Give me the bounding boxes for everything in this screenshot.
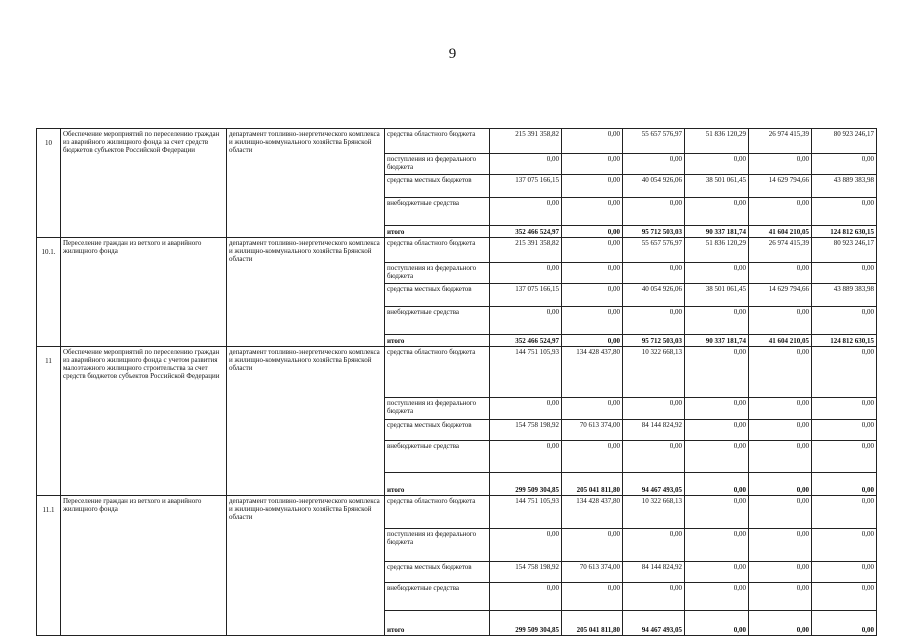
amount-cell: 14 629 794,66 bbox=[749, 175, 812, 198]
amount-cell: 0,00 bbox=[623, 398, 685, 420]
amount-cell: 0,00 bbox=[685, 198, 749, 226]
funding-source: итого bbox=[385, 226, 490, 238]
amount-cell: 0,00 bbox=[749, 398, 812, 420]
amount-cell: 0,00 bbox=[749, 263, 812, 284]
amount-cell: 0,00 bbox=[490, 307, 562, 335]
responsible-department: департамент топливно-энергетического комплекса и жилищно-коммунального хозяйства Брянской области bbox=[227, 238, 385, 347]
amount-cell: 124 812 630,15 bbox=[812, 226, 877, 238]
amount-cell: 0,00 bbox=[562, 175, 623, 198]
funding-source: средства местных бюджетов bbox=[385, 175, 490, 198]
item-description: Переселение граждан из ветхого и аварийного жилищного фонда bbox=[61, 238, 227, 347]
funding-source: поступления из федерального бюджета bbox=[385, 529, 490, 562]
amount-cell: 0,00 bbox=[685, 441, 749, 473]
amount-cell: 94 467 493,05 bbox=[623, 473, 685, 496]
amount-cell: 94 467 493,05 bbox=[623, 611, 685, 636]
responsible-department: департамент топливно-энергетического комплекса и жилищно-коммунального хозяйства Брянской области bbox=[227, 129, 385, 238]
amount-cell: 134 428 437,80 bbox=[562, 347, 623, 398]
amount-cell: 0,00 bbox=[562, 238, 623, 263]
amount-cell: 0,00 bbox=[749, 473, 812, 496]
funding-source: средства областного бюджета bbox=[385, 129, 490, 154]
amount-cell: 0,00 bbox=[562, 263, 623, 284]
amount-cell: 0,00 bbox=[685, 611, 749, 636]
amount-cell: 0,00 bbox=[812, 263, 877, 284]
amount-cell: 144 751 105,93 bbox=[490, 496, 562, 529]
amount-cell: 0,00 bbox=[685, 398, 749, 420]
amount-cell: 0,00 bbox=[749, 611, 812, 636]
amount-cell: 0,00 bbox=[749, 529, 812, 562]
amount-cell: 137 075 166,15 bbox=[490, 284, 562, 307]
amount-cell: 0,00 bbox=[490, 583, 562, 611]
amount-cell: 0,00 bbox=[812, 154, 877, 175]
amount-cell: 0,00 bbox=[490, 154, 562, 175]
amount-cell: 0,00 bbox=[812, 307, 877, 335]
amount-cell: 352 466 524,97 bbox=[490, 335, 562, 347]
amount-cell: 0,00 bbox=[749, 198, 812, 226]
amount-cell: 40 054 926,06 bbox=[623, 284, 685, 307]
amount-cell: 0,00 bbox=[812, 473, 877, 496]
amount-cell: 144 751 105,93 bbox=[490, 347, 562, 398]
amount-cell: 0,00 bbox=[623, 441, 685, 473]
amount-cell: 0,00 bbox=[685, 263, 749, 284]
page-number: 9 bbox=[448, 46, 457, 62]
responsible-department: департамент топливно-энергетического комплекса и жилищно-коммунального хозяйства Брянской области bbox=[227, 496, 385, 636]
amount-cell: 0,00 bbox=[812, 398, 877, 420]
amount-cell: 0,00 bbox=[490, 398, 562, 420]
amount-cell: 0,00 bbox=[623, 583, 685, 611]
amount-cell: 90 337 181,74 bbox=[685, 335, 749, 347]
amount-cell: 95 712 503,03 bbox=[623, 226, 685, 238]
amount-cell: 0,00 bbox=[685, 420, 749, 441]
funding-source: средства областного бюджета bbox=[385, 496, 490, 529]
amount-cell: 0,00 bbox=[749, 562, 812, 583]
item-description: Обеспечение мероприятий по переселению граждан из аварийного жилищного фонда за счет средств бюджетов субъектов Российской Федерации bbox=[61, 129, 227, 238]
amount-cell: 154 758 198,92 bbox=[490, 420, 562, 441]
amount-cell: 0,00 bbox=[812, 441, 877, 473]
table-row bbox=[37, 238, 877, 263]
amount-cell: 0,00 bbox=[685, 307, 749, 335]
amount-cell: 10 322 668,13 bbox=[623, 347, 685, 398]
amount-cell: 26 974 415,39 bbox=[749, 238, 812, 263]
responsible-department: департамент топливно-энергетического комплекса и жилищно-коммунального хозяйства Брянской области bbox=[227, 347, 385, 496]
amount-cell: 0,00 bbox=[623, 198, 685, 226]
amount-cell: 40 054 926,06 bbox=[623, 175, 685, 198]
amount-cell: 0,00 bbox=[623, 154, 685, 175]
funding-source: средства местных бюджетов bbox=[385, 284, 490, 307]
amount-cell: 0,00 bbox=[685, 154, 749, 175]
amount-cell: 10 322 668,13 bbox=[623, 496, 685, 529]
item-number: 11.1 bbox=[37, 496, 61, 636]
amount-cell: 0,00 bbox=[490, 441, 562, 473]
amount-cell: 55 657 576,97 bbox=[623, 238, 685, 263]
funding-source: поступления из федерального бюджета bbox=[385, 263, 490, 284]
amount-cell: 0,00 bbox=[562, 307, 623, 335]
amount-cell: 14 629 794,66 bbox=[749, 284, 812, 307]
amount-cell: 154 758 198,92 bbox=[490, 562, 562, 583]
amount-cell: 38 501 061,45 bbox=[685, 175, 749, 198]
amount-cell: 0,00 bbox=[812, 529, 877, 562]
funding-source: средства областного бюджета bbox=[385, 347, 490, 398]
amount-cell: 90 337 181,74 bbox=[685, 226, 749, 238]
amount-cell: 0,00 bbox=[749, 420, 812, 441]
amount-cell: 0,00 bbox=[749, 347, 812, 398]
amount-cell: 0,00 bbox=[812, 347, 877, 398]
table-row bbox=[37, 496, 877, 529]
funding-source: поступления из федерального бюджета bbox=[385, 398, 490, 420]
amount-cell: 137 075 166,15 bbox=[490, 175, 562, 198]
funding-source: средства областного бюджета bbox=[385, 238, 490, 263]
amount-cell: 352 466 524,97 bbox=[490, 226, 562, 238]
amount-cell: 0,00 bbox=[685, 529, 749, 562]
table-row bbox=[37, 129, 877, 154]
budget-table bbox=[36, 128, 877, 636]
amount-cell: 205 041 811,80 bbox=[562, 611, 623, 636]
amount-cell: 0,00 bbox=[685, 583, 749, 611]
amount-cell: 0,00 bbox=[812, 562, 877, 583]
table-body bbox=[37, 129, 877, 636]
amount-cell: 95 712 503,03 bbox=[623, 335, 685, 347]
amount-cell: 0,00 bbox=[685, 473, 749, 496]
amount-cell: 41 604 210,05 bbox=[749, 226, 812, 238]
item-description: Обеспечение мероприятий по переселению граждан из аварийного жилищного фонда с учетом развития малоэтажного жилищного строительства за счет средств бюджетов субъектов Российской Федерации bbox=[61, 347, 227, 496]
amount-cell: 0,00 bbox=[749, 441, 812, 473]
amount-cell: 0,00 bbox=[562, 198, 623, 226]
amount-cell: 205 041 811,80 bbox=[562, 473, 623, 496]
amount-cell: 84 144 824,92 bbox=[623, 562, 685, 583]
funding-source: внебюджетные средства bbox=[385, 198, 490, 226]
amount-cell: 80 923 246,17 bbox=[812, 129, 877, 154]
amount-cell: 0,00 bbox=[812, 611, 877, 636]
amount-cell: 70 613 374,00 bbox=[562, 562, 623, 583]
amount-cell: 51 836 120,29 bbox=[685, 238, 749, 263]
funding-source: средства местных бюджетов bbox=[385, 562, 490, 583]
amount-cell: 0,00 bbox=[562, 529, 623, 562]
amount-cell: 0,00 bbox=[812, 496, 877, 529]
amount-cell: 0,00 bbox=[685, 562, 749, 583]
amount-cell: 0,00 bbox=[562, 583, 623, 611]
amount-cell: 43 889 383,98 bbox=[812, 284, 877, 307]
amount-cell: 0,00 bbox=[490, 529, 562, 562]
item-number: 11 bbox=[37, 347, 61, 496]
amount-cell: 0,00 bbox=[749, 154, 812, 175]
funding-source: итого bbox=[385, 473, 490, 496]
funding-source: поступления из федерального бюджета bbox=[385, 154, 490, 175]
table-row bbox=[37, 347, 877, 398]
amount-cell: 299 509 304,85 bbox=[490, 611, 562, 636]
funding-source: средства местных бюджетов bbox=[385, 420, 490, 441]
amount-cell: 0,00 bbox=[490, 198, 562, 226]
amount-cell: 0,00 bbox=[685, 496, 749, 529]
amount-cell: 0,00 bbox=[623, 529, 685, 562]
amount-cell: 0,00 bbox=[562, 129, 623, 154]
funding-source: внебюджетные средства bbox=[385, 583, 490, 611]
amount-cell: 134 428 437,80 bbox=[562, 496, 623, 529]
item-number: 10.1. bbox=[37, 238, 61, 347]
amount-cell: 215 391 358,82 bbox=[490, 129, 562, 154]
amount-cell: 0,00 bbox=[562, 154, 623, 175]
amount-cell: 43 889 383,98 bbox=[812, 175, 877, 198]
amount-cell: 0,00 bbox=[685, 347, 749, 398]
item-description: Переселение граждан из ветхого и аварийного жилищного фонда bbox=[61, 496, 227, 636]
amount-cell: 84 144 824,92 bbox=[623, 420, 685, 441]
amount-cell: 0,00 bbox=[562, 284, 623, 307]
funding-source: итого bbox=[385, 611, 490, 636]
funding-source: внебюджетные средства bbox=[385, 441, 490, 473]
amount-cell: 0,00 bbox=[562, 226, 623, 238]
funding-source: внебюджетные средства bbox=[385, 307, 490, 335]
amount-cell: 0,00 bbox=[623, 307, 685, 335]
amount-cell: 215 391 358,82 bbox=[490, 238, 562, 263]
amount-cell: 38 501 061,45 bbox=[685, 284, 749, 307]
amount-cell: 41 604 210,05 bbox=[749, 335, 812, 347]
amount-cell: 0,00 bbox=[749, 583, 812, 611]
amount-cell: 0,00 bbox=[562, 335, 623, 347]
amount-cell: 51 836 120,29 bbox=[685, 129, 749, 154]
amount-cell: 70 613 374,00 bbox=[562, 420, 623, 441]
item-number: 10 bbox=[37, 129, 61, 238]
amount-cell: 26 974 415,39 bbox=[749, 129, 812, 154]
funding-source: итого bbox=[385, 335, 490, 347]
amount-cell: 0,00 bbox=[749, 496, 812, 529]
amount-cell: 0,00 bbox=[562, 398, 623, 420]
amount-cell: 0,00 bbox=[812, 583, 877, 611]
amount-cell: 124 812 630,15 bbox=[812, 335, 877, 347]
amount-cell: 0,00 bbox=[490, 263, 562, 284]
amount-cell: 80 923 246,17 bbox=[812, 238, 877, 263]
amount-cell: 0,00 bbox=[812, 198, 877, 226]
amount-cell: 55 657 576,97 bbox=[623, 129, 685, 154]
amount-cell: 0,00 bbox=[623, 263, 685, 284]
amount-cell: 0,00 bbox=[749, 307, 812, 335]
amount-cell: 0,00 bbox=[812, 420, 877, 441]
amount-cell: 299 509 304,85 bbox=[490, 473, 562, 496]
amount-cell: 0,00 bbox=[562, 441, 623, 473]
